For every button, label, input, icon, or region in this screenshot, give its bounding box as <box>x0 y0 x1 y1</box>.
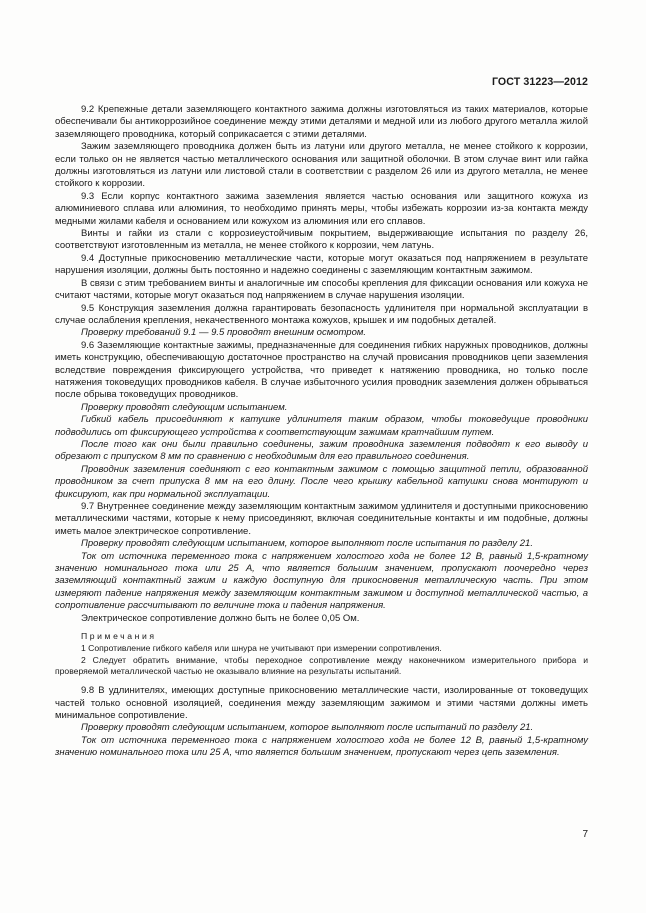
note-item: 1 Сопротивление гибкого кабеля или шнура не учитывают при измерении сопротивления. <box>81 642 442 653</box>
paragraph-flexible-cable: Гибкий кабель присоединяют к катушке удлинителя таким образом, чтобы токоведущие проводники подводились от фиксирующего устройства к соответствующим зажимам кратчайшим путем. <box>55 414 588 438</box>
note-item: 2 Следует обратить внимание, чтобы переходное сопротивление между наконечником измерительного прибора и проверяемой металлической частью не оказывало влияние на результаты испытаний. <box>55 654 588 677</box>
paragraph-ground-clamp-material: Зажим заземляющего проводника должен быть из латуни или другого металла, не менее стойкого к коррозии, если только он не является частью металлического основания или защитной оболочки. В этом случае винт или гайка должны изготовляться из латуни или листовой стали в соответствии с разделом 26 или из другого металла, не менее стойкого к коррозии. <box>55 141 588 190</box>
paragraph-current-test-9-8: Ток от источника переменного тока с напряжением холостого хода не более 12 В, равный 1,5-кратному значению номинального тока или 25 А, что является большим значением, пропускают через цепь заземления. <box>55 734 588 759</box>
page-number: 7 <box>582 829 588 840</box>
paragraph-9-5: 9.5 Конструкция заземления должна гарантировать безопасность удлинителя при нормальной эксплуатации в случае ослабления крепления, некачественного монтажа кожухов, крышек и им подобных деталей. <box>55 302 588 326</box>
notes-title: Примечания <box>81 631 157 642</box>
paragraph-check-9-1-9-5: Проверку требований 9.1 — 9.5 проводят внешним осмотром. <box>81 327 367 339</box>
paragraph-9-3: 9.3 Если корпус контактного зажима заземления является частью основания или защитного кожуха из алюминиевого сплава или алюминия, то необходимо принять меры, чтобы избежать коррозии из-за контакта между медными жилами кабеля и основанием или кожухом из алюминия или его сплавов. <box>55 190 588 227</box>
paragraph-9-7: 9.7 Внутреннее соединение между заземляющим контактным зажимом удлинителя и доступными прикосновению металлическими частями, которые к нему присоединяют, включая соединительные контакты и им подобные, должны иметь малое электрическое сопротивление. <box>55 501 588 537</box>
paragraph-resistance-limit: Электрическое сопротивление должно быть не более 0,05 Ом. <box>81 612 360 624</box>
paragraph-ground-loop: Проводник заземления соединяют с его контактным зажимом с помощью защитной петли, образованной проводником за счет припуска 8 мм на его длину. После чего крышку кабельной катушки снова монтируют и фиксируют, как при нормальной эксплуатации. <box>55 463 588 500</box>
document-code-header: ГОСТ 31223—2012 <box>491 76 588 88</box>
paragraph-test-intro-9-7: Проверку проводят следующим испытанием, которое выполняют после испытания по разделу 21. <box>81 538 533 550</box>
paragraph-9-4: 9.4 Доступные прикосновению металлические части, которые могут оказаться под напряжением в результате нарушения изоляции, должны быть постоянно и надежно соединены с заземляющим контактным зажимом. <box>55 252 588 277</box>
paragraph-9-2: 9.2 Крепежные детали заземляющего контактного зажима должны изготовляться из таких материалов, которые обеспечивали бы антикоррозийное соединение между этими деталями и медной или из любого другого металла жилой заземляющего проводника, который соприкасается с этими деталями. <box>55 104 588 140</box>
paragraph-current-test-9-7: Ток от источника переменного тока с напряжением холостого хода не более 12 В, равный 1,5-кратному значению номинального тока или 25 А, что является большим значением, пропускают поочередно через заземляющий контактный зажим и каждую доступную для прикосновения металлическую часть. При этом измеряют падение напряжения между заземляющим контактным зажимом и доступной металлической частью, а сопротивление рассчитывают по величине тока и падения напряжения. <box>55 550 588 612</box>
paragraph-after-connection: После того как они были правильно соединены, зажим проводника заземления подводят к его выводу и обрезают с припуском 8 мм по сравнению с необходимым для его правильного соединения. <box>55 438 588 463</box>
paragraph-9-8: 9.8 В удлинителях, имеющих доступные прикосновению металлические части, изолированные от токоведущих частей только основной изоляцией, соединения между заземляющим зажимом и этими частями должны иметь минимальное сопротивление. <box>55 685 588 722</box>
paragraph-test-intro-9-8: Проверку проводят следующим испытанием, которое выполняют после испытаний по разделу 21. <box>81 722 534 734</box>
paragraph-steel-screws: Винты и гайки из стали с коррозиеустойчивым покрытием, выдерживающие испытания по разделу 26, соответствуют изготовленным из металла, не менее стойкого к коррозии, чем латунь. <box>55 228 588 252</box>
notes-block <box>55 631 588 678</box>
section-9-8 <box>55 685 588 759</box>
page-body <box>55 104 588 760</box>
paragraph-9-6: 9.6 Заземляющие контактные зажимы, предназначенные для соединения гибких наружных проводников, должны иметь конструкцию, обеспечивающую достаточное пространство на случай провисания проводников цепи заземления вследствие повреждения фиксирующего устройства, что приведет к натяжению проводника, но только после натяжения токоведущих проводников кабеля. В случае избыточного усилия проводник заземления должен обрываться после обрыва токоведущих проводников. <box>55 339 588 401</box>
paragraph-test-intro-9-6: Проверку проводят следующим испытанием. <box>81 401 288 413</box>
paragraph-fixing-screws: В связи с этим требованием винты и аналогичные им способы крепления для фиксации основания или кожуха не считают частями, которые могут оказаться под напряжением в случае нарушения изоляции. <box>55 277 588 302</box>
